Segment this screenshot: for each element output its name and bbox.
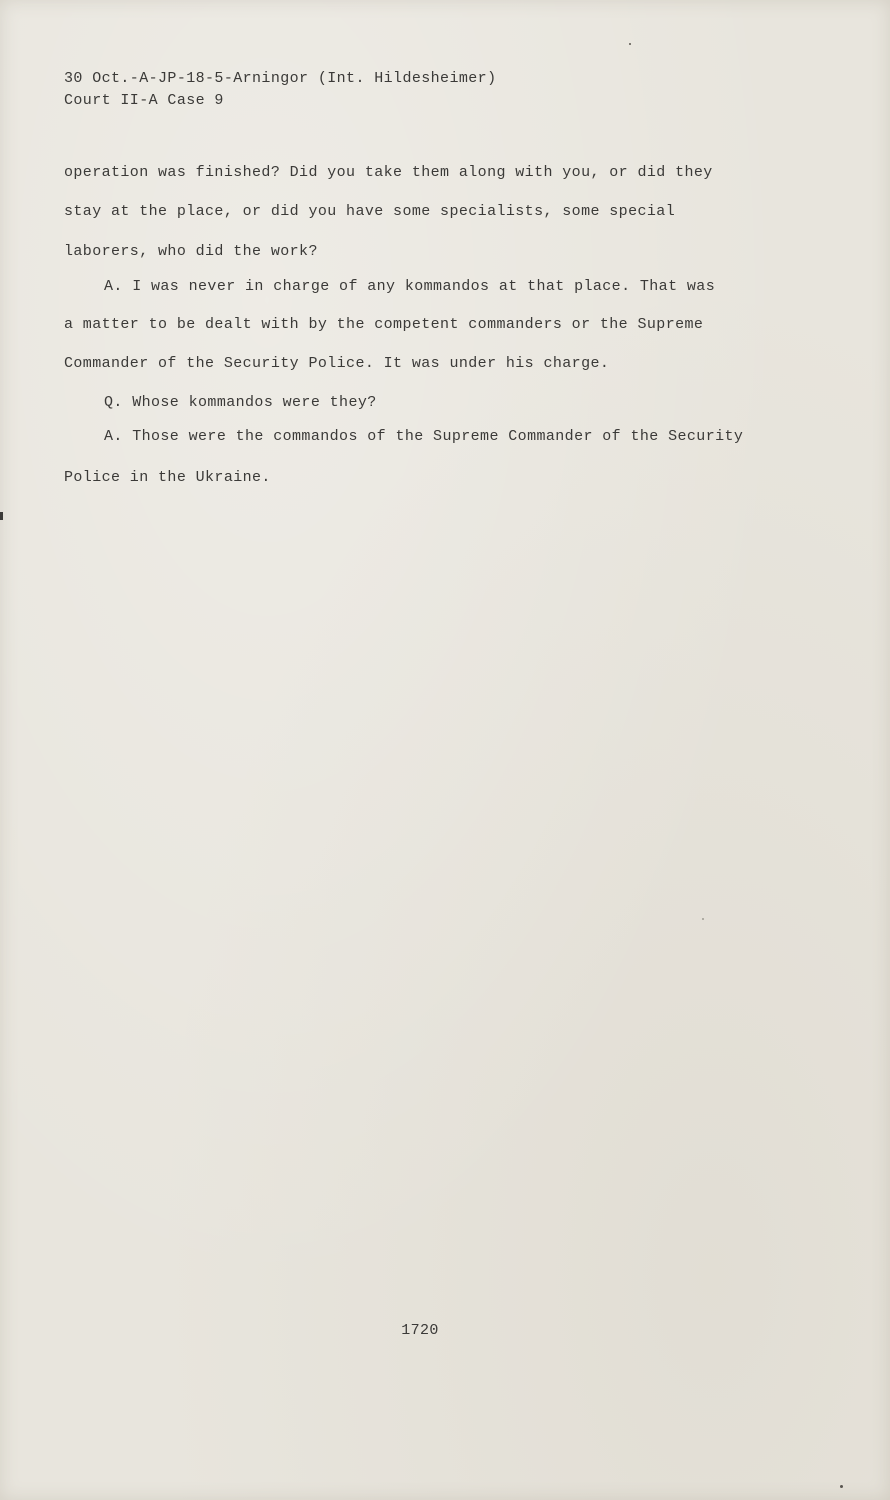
body-line: a matter to be dealt with by the competent commanders or the Supreme — [64, 316, 704, 333]
body-line: Police in the Ukraine. — [64, 469, 271, 486]
page-number: 1720 — [401, 1322, 439, 1339]
answer-line: A. Those were the commandos of the Supreme Commander of the Security — [104, 428, 744, 445]
answer-line: A. I was never in charge of any kommandos at that place. That was — [104, 278, 716, 295]
paper-speck — [840, 1485, 843, 1488]
body-line: operation was finished? Did you take them along with you, or did they — [64, 164, 713, 181]
body-line: stay at the place, or did you have some specialists, some special — [64, 203, 676, 220]
header-reference-line: 30 Oct.-A-JP-18-5-Arningor (Int. Hildesheimer) — [64, 70, 497, 87]
paper-speck — [629, 43, 631, 45]
body-line: laborers, who did the work? — [64, 243, 318, 260]
question-line: Q. Whose kommandos were they? — [104, 394, 377, 411]
header-court-case-line: Court II-A Case 9 — [64, 92, 224, 109]
edge-mark — [0, 512, 3, 520]
body-line: Commander of the Security Police. It was under his charge. — [64, 355, 610, 372]
paper-speck — [702, 918, 704, 920]
